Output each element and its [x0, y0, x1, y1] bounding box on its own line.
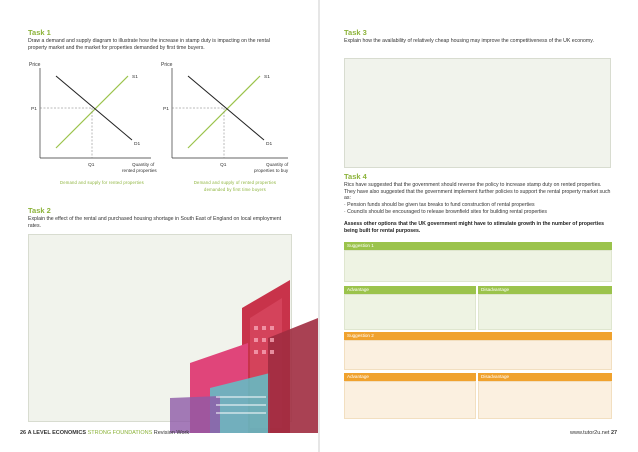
diagram2-demand-curve — [188, 76, 264, 140]
diagram1-price-label: P1 — [31, 107, 37, 112]
suggestion1-advantage-field[interactable] — [344, 294, 476, 330]
task3-answer-box[interactable] — [344, 58, 611, 168]
diagram1-demand-label: D1 — [134, 142, 141, 147]
diagram2-xlabel-2: properties to buy — [254, 168, 289, 173]
diagram1-xlabel-1: Quantity of — [132, 162, 155, 167]
diagram2-ylabel: Price — [161, 62, 173, 68]
suggestion1-header: Suggestion 1 — [344, 242, 612, 250]
supply-demand-diagram-buy — [158, 60, 303, 175]
right-footer — [570, 430, 617, 436]
diagram1-supply-label: S1 — [132, 75, 138, 80]
left-page — [0, 0, 318, 452]
suggestion2-header: Suggestion 2 — [344, 332, 612, 340]
left-page-number: 26 — [20, 430, 27, 436]
task4-question: Assess other options that the UK government might have to stimulate growth in the number of properties being built for rental purposes. — [344, 221, 604, 234]
suggestion1-advantage-header: Advantage — [344, 286, 476, 294]
task4-bullet-1: · Pension funds should be given tax breaks to fund construction of rental properties — [344, 202, 535, 208]
diagram2-caption-2: demanded by first time buyers — [204, 187, 266, 192]
diagram2-xlabel-1: Quantity of — [266, 162, 289, 167]
task4-bullet-2: · Councils should be encouraged to release brownfield sites for building rental properties — [344, 209, 548, 215]
suggestion2-disadvantage-field[interactable] — [478, 381, 612, 419]
footer-subtitle: STRONG FOUNDATIONS — [87, 430, 153, 436]
diagram1-demand-curve — [56, 76, 132, 140]
left-footer — [20, 430, 189, 436]
task2-title: Task 2 — [28, 206, 51, 215]
suggestion1-field[interactable] — [344, 250, 612, 282]
supply-demand-diagram-rented — [26, 60, 166, 175]
task4-title: Task 4 — [344, 172, 367, 181]
task1-title: Task 1 — [28, 28, 51, 37]
right-page-number: 27 — [610, 430, 618, 436]
suggestion1-disadvantage-header: Disadvantage — [478, 286, 612, 294]
suggestion2-disadvantage-header: Disadvantage — [478, 373, 612, 381]
diagram1-caption: Demand and supply for rented properties — [60, 180, 144, 185]
diagram1-ylabel: Price — [29, 62, 41, 68]
diagram2-supply-label: S1 — [264, 75, 270, 80]
task1-text: Draw a demand and supply diagram to illustrate how the increase in stamp duty is impacting on the rental property market and the market for properties demanded by first time buyers. — [28, 38, 270, 51]
diagram1-quantity-label: Q1 — [88, 163, 95, 168]
diagram2-quantity-label: Q1 — [220, 163, 227, 168]
right-page — [320, 0, 638, 452]
diagram2-caption-1: Demand and supply of rented properties — [193, 180, 277, 185]
task2-text: Explain the effect of the rental and purchased housing shortage in South East of England on local employment rates. — [28, 216, 282, 229]
footer-series: A LEVEL ECONOMICS — [27, 430, 87, 436]
diagram2-price-label: P1 — [163, 107, 169, 112]
diagram2-demand-label: D1 — [266, 142, 273, 147]
suggestion1-disadvantage-field[interactable] — [478, 294, 612, 330]
task3-title: Task 3 — [344, 28, 367, 37]
building-purple-block — [170, 396, 220, 433]
building-illustration — [150, 268, 318, 433]
task3-text: Explain how the availability of relatively cheap housing may improve the competitiveness of the UK economy. — [344, 38, 594, 44]
suggestion2-field[interactable] — [344, 340, 612, 370]
diagram1-xlabel-2: rented properties — [122, 168, 157, 173]
task4-text: Rics have suggested that the government should reverse the policy to increase stamp duty on rented properties. They have also suggested that the government implement further policies to support the rental property market such as: — [344, 182, 611, 202]
footer-url[interactable]: www.tutor2u.net — [570, 430, 610, 436]
suggestion2-advantage-header: Advantage — [344, 373, 476, 381]
footer-label: Revision Work — [153, 430, 190, 436]
suggestion2-advantage-field[interactable] — [344, 381, 476, 419]
